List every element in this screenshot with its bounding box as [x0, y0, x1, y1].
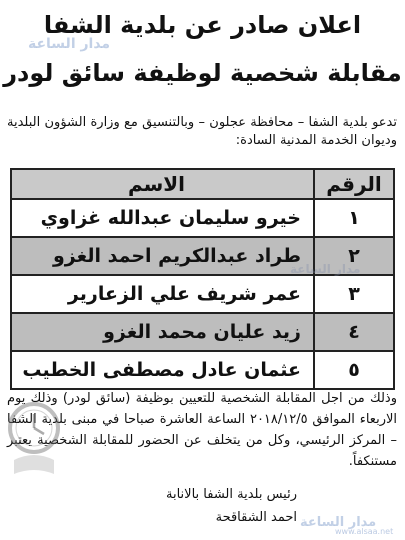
- name-column-header: الاسم: [11, 169, 314, 199]
- row-name: عمر شريف علي الزعارير: [11, 275, 314, 313]
- body-paragraph: وذلك من اجل المقابلة الشخصية للتعيين بوظيفة (سائق لودر) وذلك يوم الاربعاء الموافق ٢٠١٨/١٢/٥ الساعة العاشرة صباحا في مبنى بلدية الشفا – المركز الرئيسي، وكل من يتخلف عن الحضور للمقابلة الشخصية يعتبر مستنكفاً.: [7, 391, 397, 469]
- intro-paragraph: تدعو بلدية الشفا – محافظة عجلون – وبالتنسيق مع وزارة الشؤون البلدية وديوان الخدمة المدنية السادة:: [7, 115, 397, 148]
- signatory-title: رئيس بلدية الشفا بالانابة: [166, 487, 297, 502]
- row-name: عثمان عادل مصطفى الخطيب: [11, 351, 314, 389]
- table-row: [11, 351, 394, 389]
- row-name: طراد عبدالكريم احمد الغزو: [11, 237, 314, 275]
- row-number: ١: [314, 199, 394, 237]
- table-row: [11, 275, 394, 313]
- row-number: ٢: [314, 237, 394, 275]
- row-number: ٥: [314, 351, 394, 389]
- watermark-text: مدار الساعة: [28, 36, 111, 52]
- signatory-name: احمد الشقاقحة: [215, 510, 297, 525]
- announcement-title: اعلان صادر عن بلدية الشفا: [43, 11, 362, 39]
- table-row: [11, 237, 394, 275]
- row-name: زيد عليان محمد الغزو: [11, 313, 314, 351]
- table-row: [11, 313, 394, 351]
- row-number: ٣: [314, 275, 394, 313]
- watermark-text: مدار الساعة: [290, 262, 361, 276]
- row-number: ٤: [314, 313, 394, 351]
- table-row: [11, 199, 394, 237]
- watermark-url: www.alsaa.net: [335, 527, 394, 536]
- row-name: خيرو سليمان عبدالله غزاوي: [11, 199, 314, 237]
- clock-logo-icon: [4, 398, 64, 480]
- candidates-table: [10, 168, 395, 390]
- number-column-header: الرقم: [314, 169, 394, 199]
- watermark-text: مدار الساعة: [300, 515, 377, 530]
- table-header-row: [11, 169, 394, 199]
- announcement-subtitle: مقابلة شخصية لوظيفة سائق لودر: [3, 59, 402, 87]
